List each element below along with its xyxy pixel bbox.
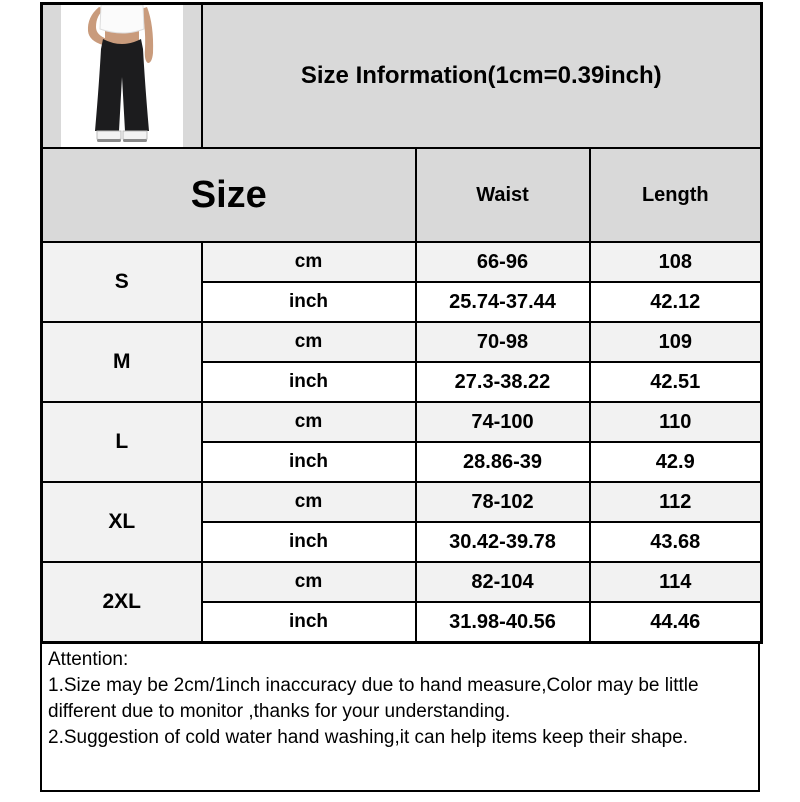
table-row-xl-cm <box>42 482 762 522</box>
waist-value: 25.74-37.44 <box>416 282 590 322</box>
size-chart-sheet <box>40 2 760 792</box>
size-label-s: S <box>42 242 202 322</box>
unit-label: inch <box>202 442 416 482</box>
length-value: 110 <box>590 402 762 442</box>
attention-note-2: 2.Suggestion of cold water hand washing,it can help items keep their shape. <box>48 727 689 748</box>
unit-label: cm <box>202 322 416 362</box>
product-photo <box>61 5 183 147</box>
waist-value: 28.86-39 <box>416 442 590 482</box>
waist-value: 27.3-38.22 <box>416 362 590 402</box>
attention-note-1: 1.Size may be 2cm/1inch inaccuracy due to hand measure,Color may be little different due to monitor ,thanks for your understanding. <box>48 675 699 722</box>
attention-box <box>40 642 760 792</box>
wide-leg-pants-model-photo-icon <box>61 5 183 147</box>
size-label-m: M <box>42 322 202 402</box>
waist-value: 30.42-39.78 <box>416 522 590 562</box>
column-header-length: Length <box>590 148 762 242</box>
unit-label: inch <box>202 522 416 562</box>
table-row-2xl-cm <box>42 562 762 602</box>
unit-label: inch <box>202 282 416 322</box>
length-value: 42.9 <box>590 442 762 482</box>
attention-title: Attention: <box>48 649 129 670</box>
unit-label: inch <box>202 362 416 402</box>
waist-value: 74-100 <box>416 402 590 442</box>
column-header-size: Size <box>42 148 416 242</box>
size-table <box>40 2 763 644</box>
banner-row <box>42 4 762 149</box>
length-value: 43.68 <box>590 522 762 562</box>
waist-value: 82-104 <box>416 562 590 602</box>
unit-label: cm <box>202 482 416 522</box>
size-label-2xl: 2XL <box>42 562 202 643</box>
waist-value: 78-102 <box>416 482 590 522</box>
unit-label: cm <box>202 242 416 282</box>
waist-value: 31.98-40.56 <box>416 602 590 643</box>
unit-label: inch <box>202 602 416 643</box>
unit-label: cm <box>202 562 416 602</box>
waist-value: 66-96 <box>416 242 590 282</box>
column-header-waist: Waist <box>416 148 590 242</box>
length-value: 42.12 <box>590 282 762 322</box>
length-value: 109 <box>590 322 762 362</box>
size-information-title: Size Information(1cm=0.39inch) <box>202 4 762 149</box>
size-label-xl: XL <box>42 482 202 562</box>
length-value: 42.51 <box>590 362 762 402</box>
table-row-l-cm <box>42 402 762 442</box>
length-value: 44.46 <box>590 602 762 643</box>
length-value: 114 <box>590 562 762 602</box>
size-label-l: L <box>42 402 202 482</box>
unit-label: cm <box>202 402 416 442</box>
column-header-row <box>42 148 762 242</box>
table-row-m-cm <box>42 322 762 362</box>
product-photo-cell <box>42 4 202 149</box>
length-value: 108 <box>590 242 762 282</box>
table-row-s-cm <box>42 242 762 282</box>
length-value: 112 <box>590 482 762 522</box>
waist-value: 70-98 <box>416 322 590 362</box>
